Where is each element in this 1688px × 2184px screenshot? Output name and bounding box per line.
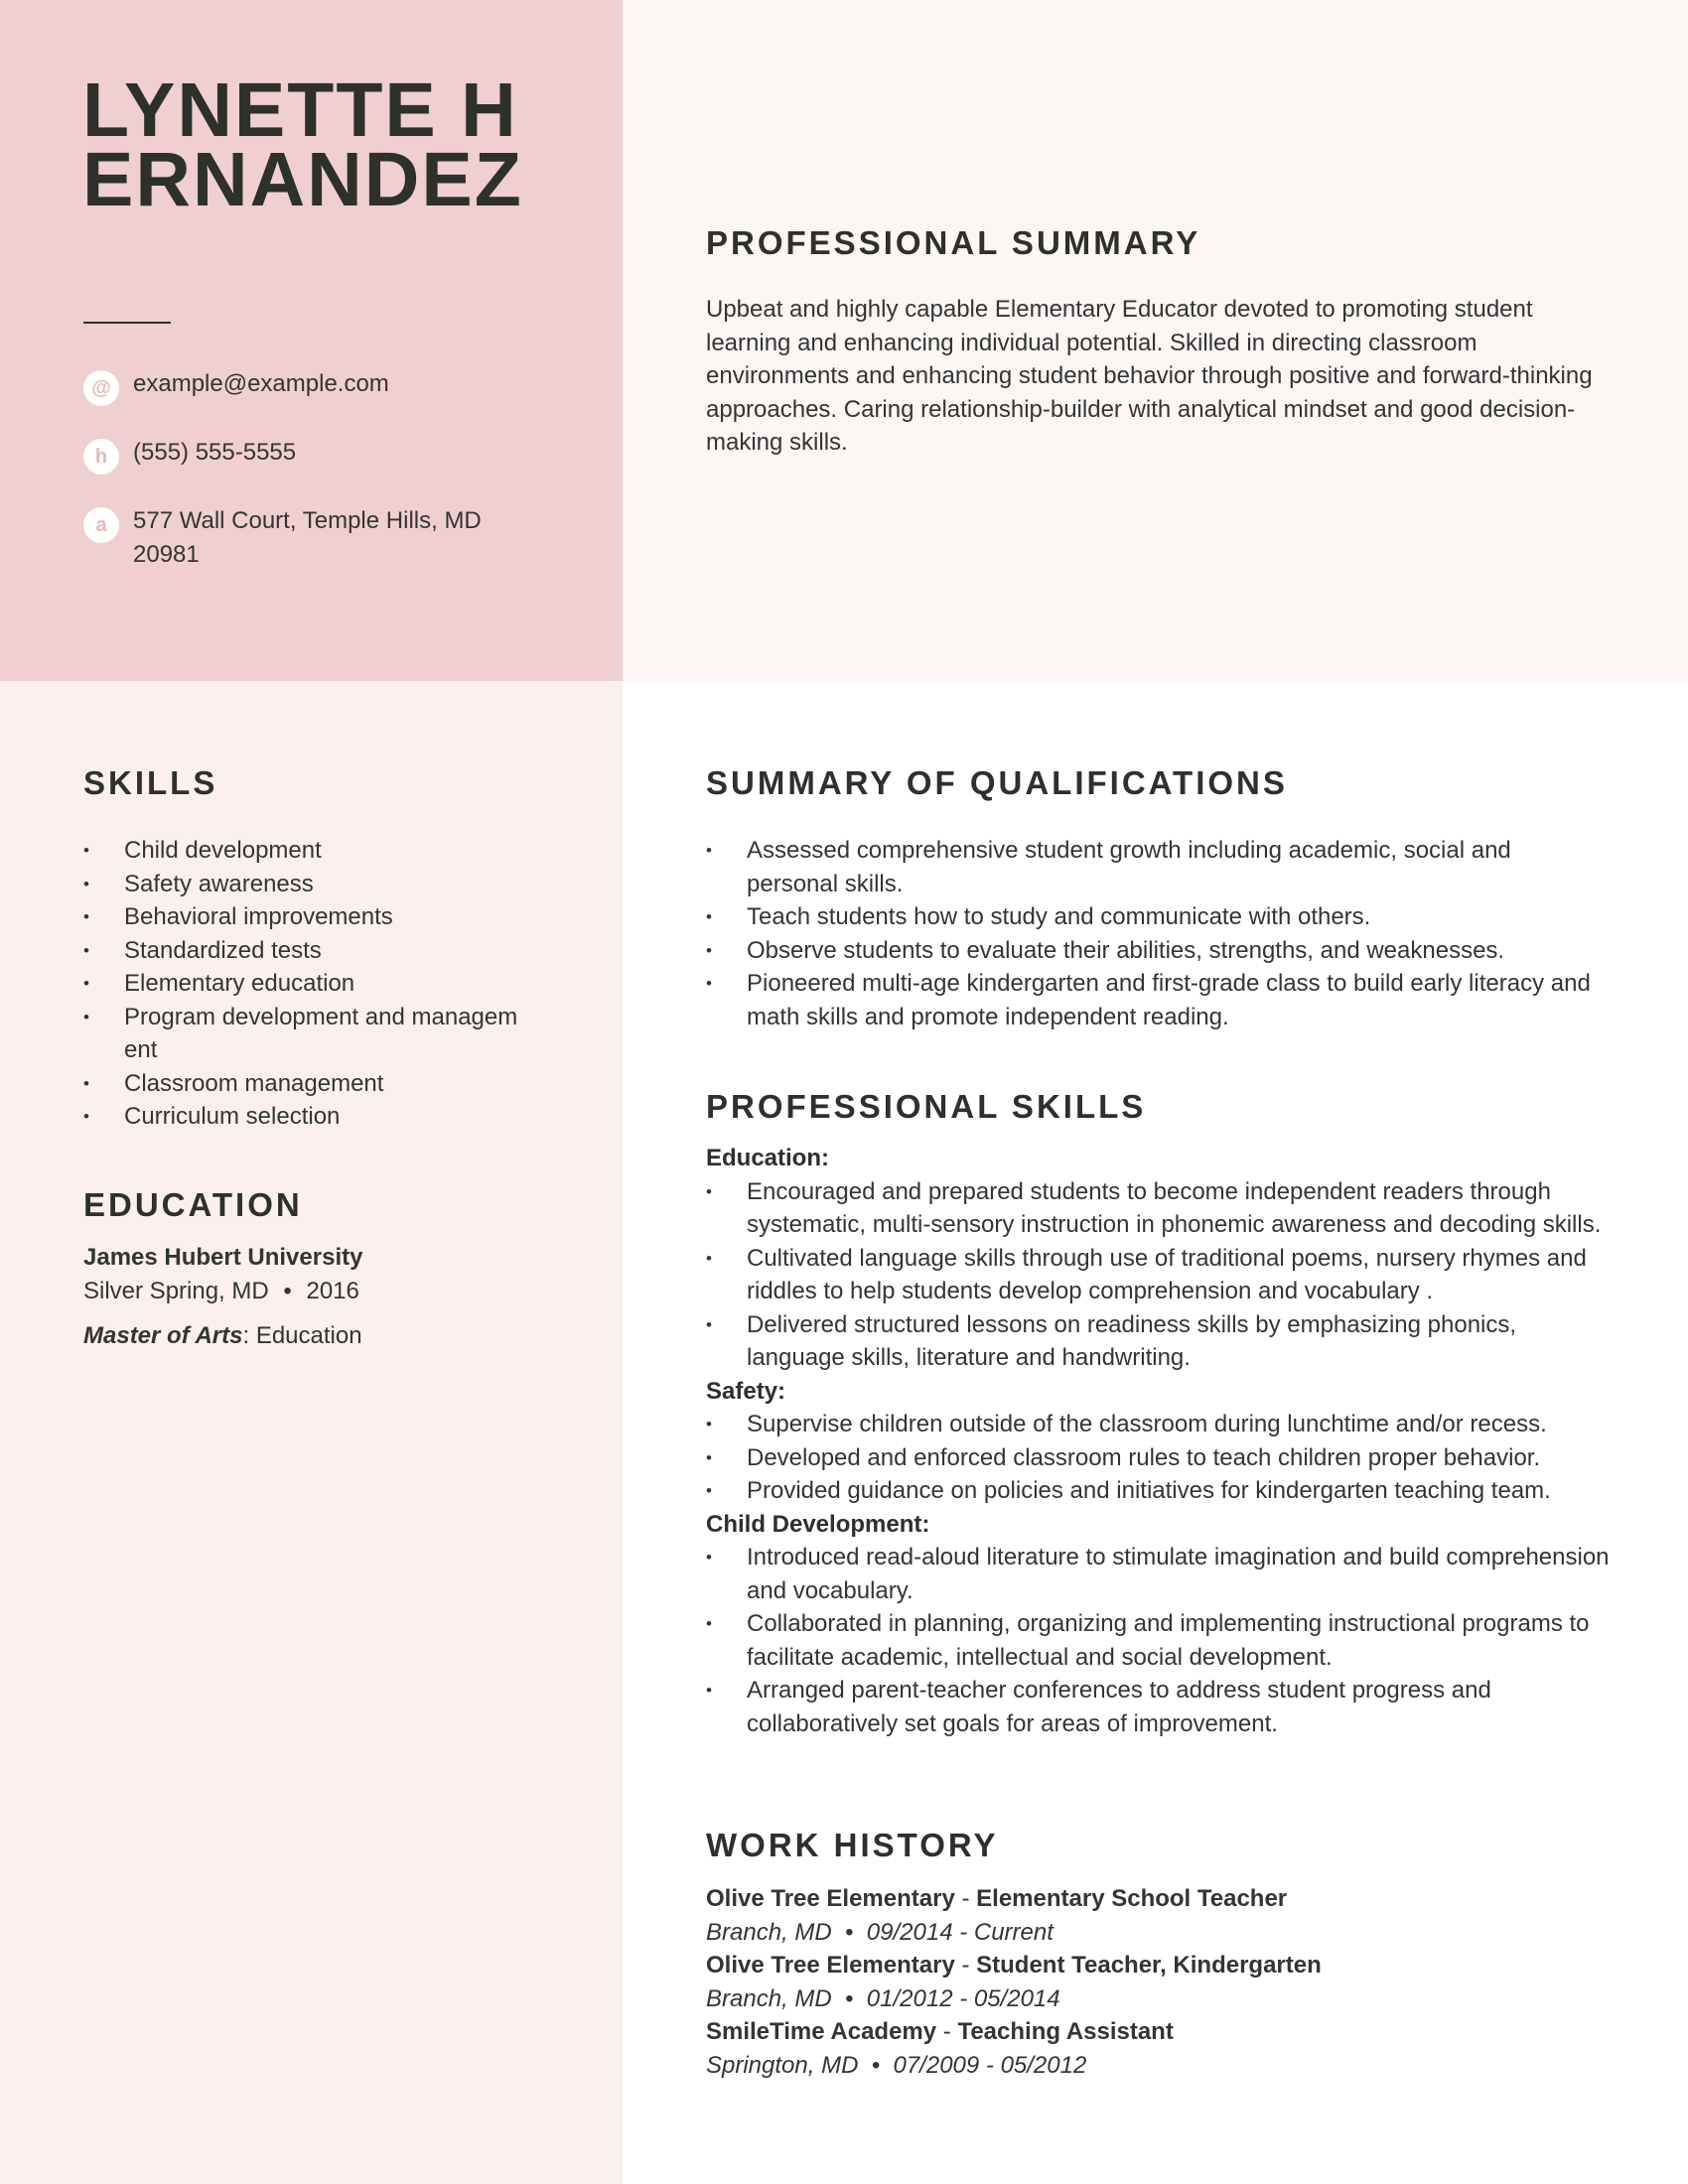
- list-item: • Introduced read-aloud literature to stimulate imagination and build comprehension and vocabulary.: [706, 1541, 1610, 1607]
- list-item: • Observe students to evaluate their abilities, strengths, and weaknesses.: [706, 934, 1605, 968]
- job-meta-line: Branch, MD • 01/2012 - 05/2014: [706, 1984, 1060, 2012]
- job-dates: 07/2009 - 05/2012: [893, 2051, 1087, 2079]
- bullet-icon: •: [706, 1447, 712, 1467]
- job-meta-line: Springton, MD • 07/2009 - 05/2012: [706, 2051, 1087, 2079]
- bullet-icon: •: [83, 1073, 89, 1093]
- bullet-icon: •: [706, 907, 712, 926]
- education-heading: EDUCATION: [83, 1186, 303, 1223]
- bullet-icon: •: [706, 940, 712, 960]
- list-item: • Curriculum selection: [83, 1100, 540, 1134]
- list-item: • Provided guidance on policies and initiatives for kindergarten teaching team.: [706, 1474, 1610, 1508]
- list-item: • Assessed comprehensive student growth including academic, social and personal skills.: [706, 834, 1605, 900]
- bullet-icon: •: [83, 874, 89, 893]
- job-location: Springton, MD: [706, 2051, 859, 2079]
- graduation-year: 2016: [306, 1277, 359, 1304]
- work-history-heading: WORK HISTORY: [706, 1827, 999, 1863]
- skill-group-list: [706, 1408, 1610, 1508]
- bullet-icon: •: [83, 1007, 89, 1026]
- bullet-icon: •: [706, 1548, 712, 1567]
- list-item: • Arranged parent-teacher conferences to address student progress and collaboratively set goals for areas of improvement.: [706, 1674, 1610, 1740]
- skill-group-list: [706, 1541, 1610, 1740]
- bullet-icon: •: [706, 1248, 712, 1268]
- bullet-icon: •: [706, 974, 712, 993]
- job-title-line: SmileTime Academy - Teaching Assistant: [706, 2018, 1174, 2045]
- email-icon: @: [83, 370, 119, 406]
- list-item: • Standardized tests: [83, 934, 540, 968]
- phone-text: (555) 555-5555: [133, 439, 297, 466]
- summary-text: Upbeat and highly capable Elementary Educator devoted to promoting student learning and enhancing individual potential. Skilled in directing classroom environments and enhancing student behavior through positive and forward-thinking approaches. Caring relationship-builder with analytical mindset and good decision-making skills.: [706, 296, 1593, 456]
- professional-skills-body: [706, 1142, 1610, 1740]
- school-location-year: [83, 1275, 560, 1308]
- email-text[interactable]: example@example.com: [133, 370, 389, 397]
- bullet-icon: •: [706, 1314, 712, 1334]
- job-title: Teaching Assistant: [957, 2018, 1174, 2045]
- contact-address: [83, 504, 540, 572]
- list-item: • Child development: [83, 834, 540, 868]
- skill-group-list: [706, 1175, 1610, 1375]
- summary-heading: PROFESSIONAL SUMMARY: [706, 224, 1201, 261]
- list-item: • Teach students how to study and communicate with others.: [706, 900, 1605, 934]
- skill-group-label: Child Development:: [706, 1510, 930, 1538]
- address-text: 577 Wall Court, Temple Hills, MD 20981: [133, 507, 482, 568]
- list-item: • Cultivated language skills through use of traditional poems, nursery rhymes and riddles to help students develop comprehension and vocabulary .: [706, 1242, 1610, 1308]
- list-item: • Pioneered multi-age kindergarten and first-grade class to build early literacy and math skills and promote independent reading.: [706, 967, 1605, 1033]
- work-history-list: [706, 1882, 1610, 2082]
- list-item: • Collaborated in planning, organizing and implementing instructional programs to facilitate academic, intellectual and social development.: [706, 1607, 1610, 1674]
- bullet-icon: •: [706, 1181, 712, 1201]
- job-meta-line: Branch, MD • 09/2014 - Current: [706, 1918, 1054, 1946]
- list-item: • Safety awareness: [83, 868, 540, 901]
- job-location: Branch, MD: [706, 1984, 832, 2012]
- employer: Olive Tree Elementary: [706, 1885, 955, 1912]
- phone-icon: h: [83, 439, 119, 475]
- degree-field: : Education: [242, 1322, 362, 1349]
- job-location: Branch, MD: [706, 1918, 832, 1946]
- contact-phone: [83, 436, 560, 475]
- skill-group-label: Education:: [706, 1145, 829, 1171]
- list-item: • Developed and enforced classroom rules to teach children proper behavior.: [706, 1441, 1610, 1475]
- address-icon: a: [83, 507, 119, 543]
- job-title: Student Teacher, Kindergarten: [976, 1952, 1322, 1979]
- skill-group-label: Safety:: [706, 1377, 786, 1405]
- list-item: • Program development and managem ent: [83, 1001, 521, 1067]
- bullet-icon: •: [706, 1681, 712, 1700]
- qualifications-heading: SUMMARY OF QUALIFICATIONS: [706, 764, 1288, 801]
- contact-email: [83, 367, 560, 406]
- job-title-line: Olive Tree Elementary - Elementary School Teacher: [706, 1885, 1288, 1912]
- list-item: • Behavioral improvements: [83, 900, 540, 934]
- job-dates: 09/2014 - Current: [866, 1918, 1054, 1946]
- employer: Olive Tree Elementary: [706, 1952, 955, 1979]
- name-divider: [83, 322, 171, 324]
- bullet-icon: •: [706, 841, 712, 860]
- professional-skills-heading: PROFESSIONAL SKILLS: [706, 1088, 1147, 1125]
- education-entry: [83, 1241, 560, 1353]
- candidate-name: LYNETTE HERNANDEZ: [82, 68, 523, 222]
- bullet-icon: •: [706, 1415, 712, 1433]
- separator: •: [283, 1277, 292, 1304]
- degree-line: [83, 1319, 560, 1353]
- list-item: • Classroom management: [83, 1067, 540, 1101]
- school-location: Silver Spring, MD: [83, 1277, 269, 1304]
- bullet-icon: •: [83, 974, 89, 993]
- skills-heading: SKILLS: [83, 764, 218, 801]
- skills-list: [83, 834, 540, 1134]
- list-item: • Encouraged and prepared students to become independent readers through systematic, multi-sensory instruction in phonemic awareness and decoding skills.: [706, 1175, 1610, 1242]
- qualifications-list: [706, 834, 1605, 1033]
- bullet-icon: •: [706, 1614, 712, 1633]
- job-title: Elementary School Teacher: [976, 1885, 1288, 1912]
- school-name: James Hubert University: [83, 1244, 363, 1271]
- bullet-icon: •: [83, 841, 89, 860]
- list-item: • Delivered structured lessons on readiness skills by emphasizing phonics, language skills, literature and handwriting.: [706, 1308, 1610, 1375]
- degree: Master of Arts: [83, 1322, 243, 1349]
- bullet-icon: •: [83, 907, 89, 926]
- bullet-icon: •: [83, 1107, 89, 1126]
- job-title-line: Olive Tree Elementary - Student Teacher, Kindergarten: [706, 1952, 1322, 1979]
- bullet-icon: •: [83, 940, 89, 960]
- employer: SmileTime Academy: [706, 2018, 937, 2045]
- bullet-icon: •: [706, 1481, 712, 1500]
- job-dates: 01/2012 - 05/2014: [866, 1984, 1060, 2012]
- list-item: • Elementary education: [83, 967, 540, 1001]
- list-item: • Supervise children outside of the classroom during lunchtime and/or recess.: [706, 1408, 1610, 1441]
